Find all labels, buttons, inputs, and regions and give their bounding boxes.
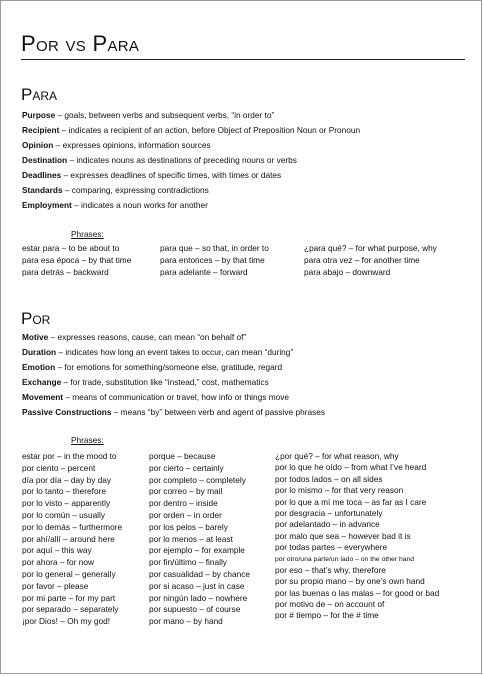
phrase-item: para que – so that, in order to <box>160 243 269 253</box>
phrase-item: porque – because <box>149 451 216 461</box>
phrase-item: para adelante – forward <box>160 266 248 277</box>
definition-item: Employment – indicates a noun works for another <box>22 200 208 210</box>
phrase-item: por todas partes – everywhere <box>275 542 388 553</box>
phrase-item: por malo que sea – however bad it is <box>275 530 411 541</box>
por-heading: Por <box>21 309 51 328</box>
definition-item: Passive Constructions – means “by” between verb and agent of passive phrases <box>22 407 325 417</box>
phrase-item: ¿para qué? – for what purpose, why <box>304 243 437 253</box>
title-divider <box>21 59 465 60</box>
phrase-item: por lo visto – apparently <box>22 498 111 509</box>
phrase-item: por ahora – for now <box>22 557 94 568</box>
phrase-item: por ejemplo – for example <box>149 545 245 556</box>
para-heading: Para <box>21 85 58 104</box>
phrase-item: por fin/último – finally <box>149 557 227 568</box>
definition-item: Recipient – indicates a recipient of an action, before Object of Preposition Noun or Pronoun <box>22 125 361 135</box>
por-definitions <box>22 330 325 420</box>
phrase-item: por las buenas o las malas – for good or bad <box>275 587 440 598</box>
phrase-item: por cierto – certainly <box>149 462 224 473</box>
definition-item: Destination – indicates nouns as destinations of preceding nouns or verbs <box>22 155 297 165</box>
phrase-item: por ahí/allí – around here <box>22 533 115 544</box>
definition-item: Duration – indicates how long an event takes to occur, can mean “during” <box>22 347 294 357</box>
phrase-item: por lo general – generally <box>22 568 116 579</box>
phrase-item: por su propio mano – by one’s own hand <box>275 576 425 587</box>
phrase-item: por lo menos – at least <box>149 533 233 544</box>
para-phrases-col-1 <box>22 243 131 278</box>
phrase-item: por # tiempo – for the # time <box>275 610 379 621</box>
phrase-item: por desgracia – unfortunately <box>275 507 383 518</box>
phrase-item: por correo – by mail <box>149 486 223 497</box>
phrase-item: por lo mismo – for that very reason <box>275 485 404 496</box>
phrase-item: por supuesto – of course <box>149 604 241 615</box>
phrase-item: por mano – by hand <box>149 616 223 627</box>
phrase-item: por lo que he oído – from what I’ve heard <box>275 462 427 473</box>
definition-item: Exchange – for trade, substitution like “instead,” cost, mathematics <box>22 377 269 387</box>
phrase-item: por adelantado – in advance <box>275 519 380 530</box>
phrase-item: por eso – that’s why, therefore <box>275 564 386 575</box>
phrase-item: por orden – in order <box>149 509 222 520</box>
phrase-item: por favor – please <box>22 580 89 591</box>
phrase-item: ¿por qué? – for what reason, why <box>275 451 399 461</box>
por-phrases-col-1 <box>22 451 122 628</box>
definition-item: Deadlines – expresses deadlines of specific times, with times or dates <box>22 170 282 180</box>
definition-item: Movement – means of communication or travel, how info or things move <box>22 392 289 402</box>
para-phrases-label: Phrases: <box>71 229 104 239</box>
phrase-item: día por día – day by day <box>22 474 112 485</box>
phrase-item: por lo común – usually <box>22 509 106 520</box>
phrase-item: por casualidad – by chance <box>149 568 251 579</box>
phrase-item: por lo que a mí me toca – as far as I care <box>275 496 427 507</box>
definition-item: Purpose – goals, between verbs and subsequent verbs, “in order to” <box>22 110 275 120</box>
phrase-item: estar por – in the mood to <box>22 451 117 461</box>
para-phrases-col-3 <box>304 243 437 278</box>
phrase-item: por lo demás – furthermore <box>22 521 123 532</box>
phrase-item: por lo tanto – therefore <box>22 486 106 497</box>
phrase-item: por ningún lado – nowhere <box>149 592 248 603</box>
phrase-item: por dentro – inside <box>149 498 218 509</box>
por-phrases-col-3 <box>275 451 439 622</box>
page-title: Por vs Para <box>21 31 140 56</box>
phrase-item: ¡por Dios! – Oh my god! <box>22 616 111 627</box>
definition-item: Motive – expresses reasons, cause, can mean “on behalf of” <box>22 332 247 342</box>
phrase-item: por motivo de – on account of <box>275 599 385 610</box>
phrase-item: estar para – to be about to <box>22 243 120 253</box>
phrase-item: por los pelos – barely <box>149 521 228 532</box>
definition-item: Emotion – for emotions for something/someone else, gratitude, regard <box>22 362 283 372</box>
phrase-item: por separado – separately <box>22 604 119 615</box>
definition-item: Opinion – expresses opinions, information sources <box>22 140 211 150</box>
por-phrases-label: Phrases: <box>71 435 104 445</box>
phrase-item: para detrás – backward <box>22 266 109 277</box>
phrase-item: por todos lados – on all sides <box>275 473 383 484</box>
phrase-item: por si acaso – just in case <box>149 580 245 591</box>
phrase-item: por aquí – this way <box>22 545 92 556</box>
para-phrases-col-2 <box>160 243 269 278</box>
phrase-item: por ciento – percent <box>22 462 96 473</box>
phrase-item: por completo – completely <box>149 474 246 485</box>
por-phrases-col-2 <box>149 451 250 628</box>
phrase-item: por otro/una parte/un lado – on the other hand <box>275 555 415 563</box>
definition-item: Standards – comparing, expressing contradictions <box>22 185 209 195</box>
phrase-item: para otra vez – for another time <box>304 254 420 265</box>
para-definitions <box>22 108 360 213</box>
phrase-item: por mi parte – for my part <box>22 592 116 603</box>
phrase-item: para esa época – by that time <box>22 254 132 265</box>
phrase-item: para entonces – by that time <box>160 254 265 265</box>
phrase-item: para abajo – downward <box>304 266 391 277</box>
